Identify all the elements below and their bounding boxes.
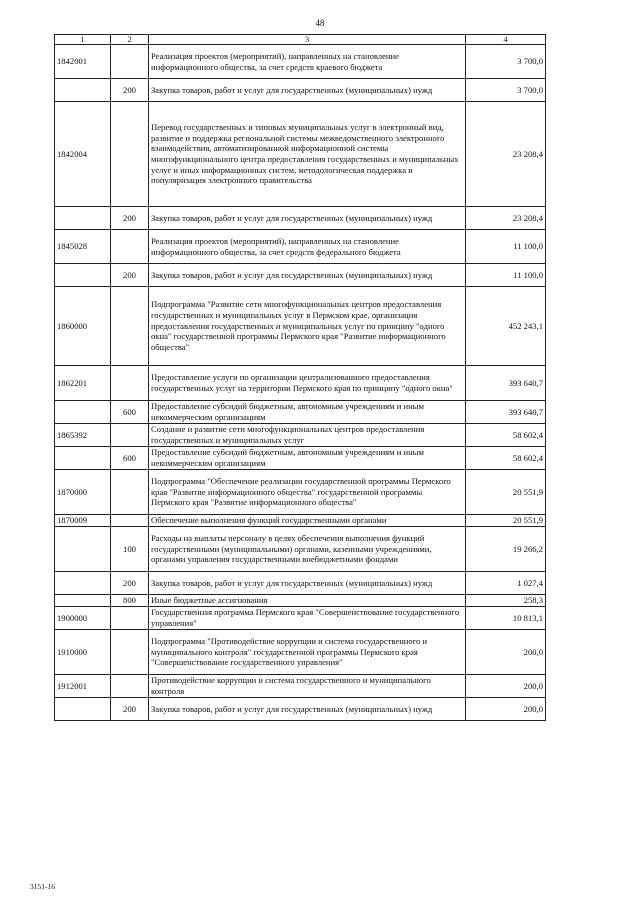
table-row (55, 698, 546, 721)
cell-expense-type: 100 (111, 527, 149, 572)
cell-code (55, 595, 111, 607)
cell-code: 1912001 (55, 675, 111, 698)
cell-amount: 58 602,4 (466, 424, 546, 447)
cell-amount: 1 027,4 (466, 572, 546, 595)
cell-amount: 11 100,0 (466, 230, 546, 264)
table-row (55, 470, 546, 515)
cell-code: 1870009 (55, 515, 111, 527)
header-col-3: 3 (149, 35, 466, 45)
cell-name: Подпрограмма "Противодействие коррупции и система государственного и муниципального контроля" государственной программы Пермского края "Совершенствование государственного управления" (149, 630, 466, 675)
cell-code: 1870000 (55, 470, 111, 515)
cell-expense-type (111, 424, 149, 447)
table-row (55, 45, 546, 79)
header-col-2: 2 (111, 35, 149, 45)
table-row (55, 401, 546, 424)
cell-amount: 393 640,7 (466, 401, 546, 424)
cell-name: Иные бюджетные ассигнования (149, 595, 466, 607)
cell-amount: 3 700,0 (466, 45, 546, 79)
table-header-row (55, 35, 546, 45)
cell-expense-type (111, 630, 149, 675)
cell-amount: 58 602,4 (466, 447, 546, 470)
cell-name: Предоставление субсидий бюджетным, автономным учреждениям и иным некоммерческим организациям (149, 401, 466, 424)
cell-name: Расходы на выплаты персоналу в целях обеспечения выполнения функций государственными (муниципальными) органами, казенными учреждениями, органами управления государственными внебюджетными фондами (149, 527, 466, 572)
page-number: 48 (315, 18, 325, 28)
cell-expense-type: 200 (111, 572, 149, 595)
table-row (55, 366, 546, 401)
table-row (55, 230, 546, 264)
cell-expense-type (111, 102, 149, 207)
cell-expense-type (111, 470, 149, 515)
cell-amount: 19 266,2 (466, 527, 546, 572)
cell-amount: 200,0 (466, 630, 546, 675)
cell-code (55, 264, 111, 287)
cell-name: Подпрограмма "Обеспечение реализации государственной программы Пермского края "Развитие информационного общества" государственной программы Пермского края "Развитие информационного общества" (149, 470, 466, 515)
table-row (55, 595, 546, 607)
table-row (55, 264, 546, 287)
cell-amount: 20 551,9 (466, 470, 546, 515)
cell-expense-type: 200 (111, 79, 149, 102)
cell-code (55, 79, 111, 102)
cell-amount: 23 208,4 (466, 207, 546, 230)
table-row (55, 572, 546, 595)
cell-expense-type: 200 (111, 264, 149, 287)
cell-name: Подпрограмма "Развитие сети многофункциональных центров предоставления государственных и муниципальных услуг в Пермском крае, организация предоставления государственных и муниципальных услуг по принципу "одного окна" государственной программы Пермского края "Развитие информационного общества" (149, 287, 466, 366)
table-row (55, 515, 546, 527)
cell-name: Обеспечение выполнения функций государственными органами (149, 515, 466, 527)
cell-name: Предоставление субсидий бюджетным, автономным учреждениям и иным некоммерческим организациям (149, 447, 466, 470)
cell-amount: 20 551,9 (466, 515, 546, 527)
table-row (55, 675, 546, 698)
cell-amount: 200,0 (466, 698, 546, 721)
cell-amount: 393 640,7 (466, 366, 546, 401)
cell-expense-type (111, 287, 149, 366)
cell-code (55, 572, 111, 595)
cell-code (55, 527, 111, 572)
header-col-4: 4 (466, 35, 546, 45)
table-row (55, 207, 546, 230)
cell-name: Закупка товаров, работ и услуг для государственных (муниципальных) нужд (149, 264, 466, 287)
cell-amount: 452 243,1 (466, 287, 546, 366)
cell-name: Закупка товаров, работ и услуг для государственных (муниципальных) нужд (149, 572, 466, 595)
cell-expense-type (111, 45, 149, 79)
cell-expense-type: 200 (111, 698, 149, 721)
cell-code: 1865392 (55, 424, 111, 447)
cell-amount: 10 813,1 (466, 607, 546, 630)
table-row (55, 607, 546, 630)
table-row (55, 424, 546, 447)
cell-name: Перевод государственных и типовых муниципальных услуг в электронный вид, развитие и поддержка региональной системы межведомственного электронного взаимодействия, автоматизированной информационной системы многофункционального центра предоставления государственных и муниципальных услуг и иных информационных систем, методологическая поддержка и популяризация электронного правительства (149, 102, 466, 207)
cell-expense-type: 600 (111, 447, 149, 470)
cell-code (55, 207, 111, 230)
budget-table (54, 34, 546, 721)
cell-expense-type (111, 230, 149, 264)
cell-amount: 11 100,0 (466, 264, 546, 287)
cell-name: Закупка товаров, работ и услуг для государственных (муниципальных) нужд (149, 207, 466, 230)
cell-name: Закупка товаров, работ и услуг для государственных (муниципальных) нужд (149, 79, 466, 102)
cell-amount: 200,0 (466, 675, 546, 698)
cell-code: 1842001 (55, 45, 111, 79)
cell-amount: 258,3 (466, 595, 546, 607)
document-footer-code: 3151-16 (30, 882, 55, 891)
table-row (55, 447, 546, 470)
cell-code (55, 698, 111, 721)
cell-name: Противодействие коррупции и система государственного и муниципального контроля (149, 675, 466, 698)
table-row (55, 79, 546, 102)
cell-expense-type (111, 366, 149, 401)
cell-name: Государственная программа Пермского края "Совершенствование государственного управления" (149, 607, 466, 630)
cell-code: 1845028 (55, 230, 111, 264)
header-col-1: 1 (55, 35, 111, 45)
table-row (55, 630, 546, 675)
cell-code: 1910000 (55, 630, 111, 675)
table-row (55, 102, 546, 207)
cell-code: 1860000 (55, 287, 111, 366)
cell-name: Предоставление услуги по организации централизованного предоставления государственных услуг на территории Пермского края по принципу "одного окна" (149, 366, 466, 401)
table-row (55, 527, 546, 572)
cell-expense-type (111, 515, 149, 527)
cell-code: 1842004 (55, 102, 111, 207)
cell-expense-type: 200 (111, 207, 149, 230)
cell-name: Реализация проектов (мероприятий), направленных на становление информационного общества, за счет средств краевого бюджета (149, 45, 466, 79)
cell-name: Закупка товаров, работ и услуг для государственных (муниципальных) нужд (149, 698, 466, 721)
cell-name: Реализация проектов (мероприятий), направленных на становление информационного общества, за счет средств федерального бюджета (149, 230, 466, 264)
cell-code: 1862201 (55, 366, 111, 401)
cell-code (55, 401, 111, 424)
cell-code (55, 447, 111, 470)
cell-expense-type (111, 675, 149, 698)
cell-expense-type (111, 607, 149, 630)
cell-code: 1900000 (55, 607, 111, 630)
cell-expense-type: 600 (111, 401, 149, 424)
table-row (55, 287, 546, 366)
cell-amount: 3 700,0 (466, 79, 546, 102)
cell-expense-type: 800 (111, 595, 149, 607)
cell-amount: 23 208,4 (466, 102, 546, 207)
cell-name: Создание и развитие сети многофункциональных центров предоставления государственных и муниципальных услуг (149, 424, 466, 447)
